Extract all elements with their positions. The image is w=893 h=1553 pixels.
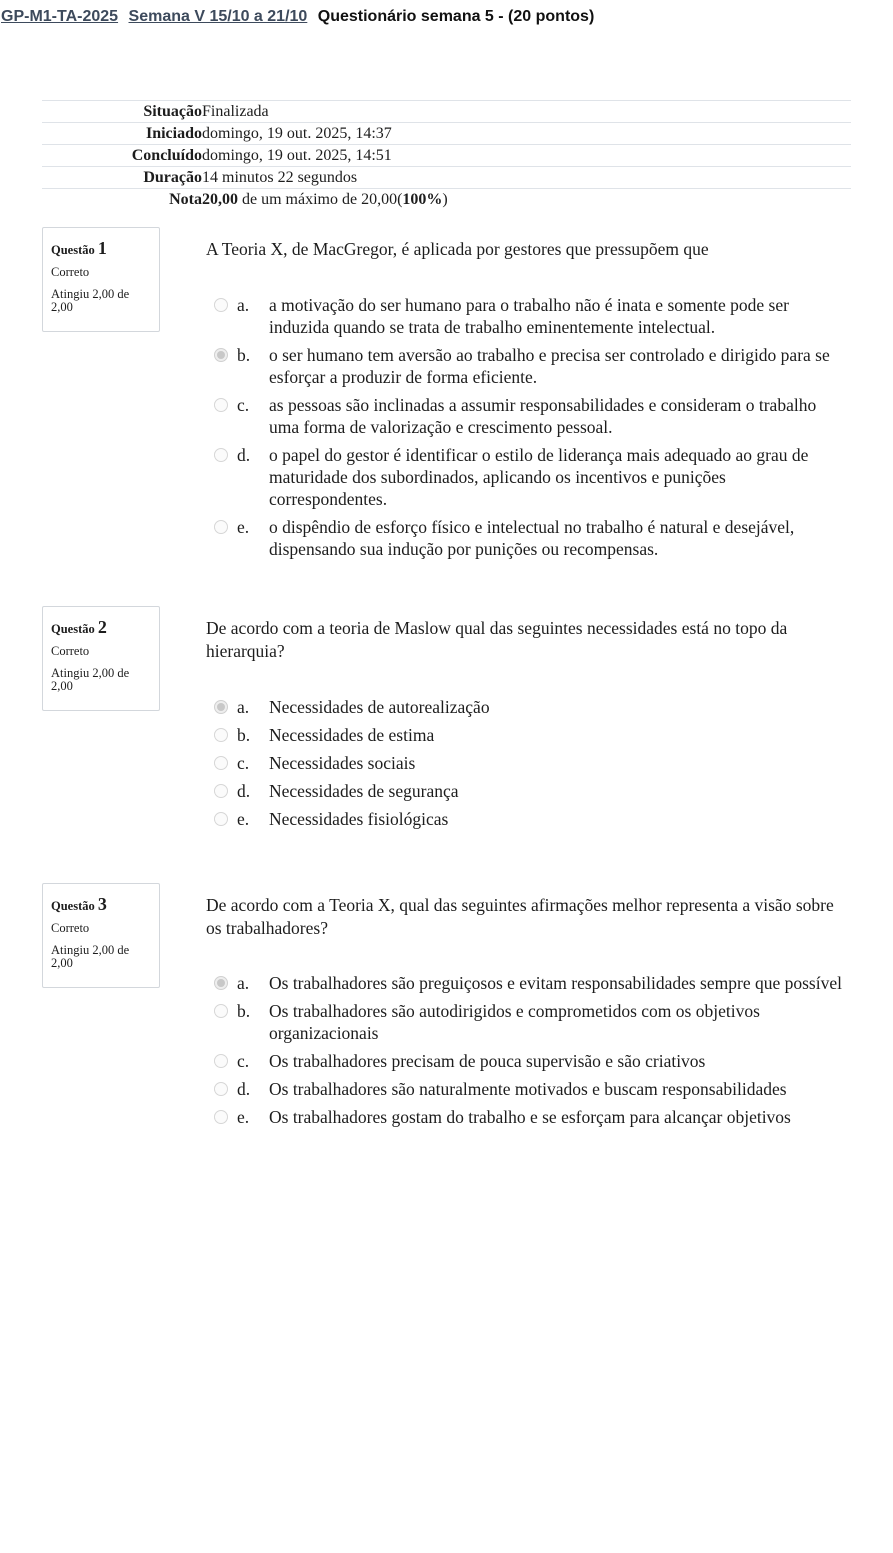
answer-letter: e. [237, 809, 250, 829]
answer-option-e[interactable] [214, 1106, 844, 1128]
answer-letter: a. [237, 697, 250, 717]
question-text: A Teoria X, de MacGregor, é aplicada por gestores que pressupõem que [206, 239, 709, 259]
summary-value: Finalizada [202, 101, 851, 123]
answer-list [214, 696, 844, 836]
answer-option-d[interactable] [214, 1078, 844, 1100]
answer-text: Necessidades de autorealização [269, 697, 490, 717]
summary-value: 14 minutos 22 segundos [202, 167, 851, 189]
radio-button-unchecked[interactable] [214, 448, 228, 462]
summary-label: Nota [42, 189, 202, 211]
answer-letter: a. [237, 295, 250, 315]
question-text: De acordo com a Teoria X, qual das seguintes afirmações melhor representa a visão sobre os trabalhadores? [206, 895, 834, 938]
answer-letter: c. [237, 395, 250, 415]
answer-option-d[interactable] [214, 444, 844, 510]
grade-max: de um máximo de 20,00( [238, 191, 403, 209]
answer-option-a[interactable] [214, 972, 844, 994]
answer-text: a motivação do ser humano para o trabalho não é inata e somente pode ser induzida quando se trata de trabalho eminentemente intelectual. [269, 295, 789, 337]
answer-letter: b. [237, 725, 251, 745]
summary-value: domingo, 19 out. 2025, 14:37 [202, 123, 851, 145]
answer-text: Os trabalhadores são autodirigidos e comprometidos com os objetivos organizacionais [269, 1001, 760, 1043]
breadcrumb-current-page: Questionário semana 5 - (20 pontos) [317, 8, 595, 25]
answer-letter: c. [237, 753, 250, 773]
question-prefix: Questão [51, 622, 95, 636]
radio-button-unchecked[interactable] [214, 784, 228, 798]
question-text: De acordo com a teoria de Maslow qual das seguintes necessidades está no topo da hierarquia? [206, 618, 788, 661]
question-info-box [42, 227, 160, 332]
answer-letter: e. [237, 517, 250, 537]
question-number [51, 894, 151, 915]
answer-option-e[interactable] [214, 808, 844, 830]
question-info-box [42, 883, 160, 988]
summary-label: Duração [42, 167, 202, 189]
summary-row-completed [42, 145, 851, 167]
grade-score: 20,00 [202, 191, 238, 209]
radio-button-unchecked[interactable] [214, 1110, 228, 1124]
answer-letter: b. [237, 345, 251, 365]
answer-text: o ser humano tem aversão ao trabalho e precisa ser controlado e dirigido para se esforçar a produzir de forma eficiente. [269, 345, 830, 387]
question-prefix: Questão [51, 243, 95, 257]
summary-row-grade [42, 189, 851, 211]
attempt-summary-table [42, 100, 851, 211]
question-number [51, 617, 151, 638]
question-number-value: 2 [97, 617, 107, 637]
answer-text: Necessidades sociais [269, 753, 416, 773]
question-state: Correto [51, 265, 90, 279]
radio-button-unchecked[interactable] [214, 1082, 228, 1096]
answer-text: Necessidades de segurança [269, 781, 459, 801]
summary-row-status [42, 101, 851, 123]
answer-option-c[interactable] [214, 394, 844, 438]
summary-value [202, 189, 851, 211]
grade-percent: 100% [402, 191, 443, 209]
answer-text: Os trabalhadores são naturalmente motivados e buscam responsabilidades [269, 1079, 787, 1099]
question-number-value: 1 [97, 238, 107, 258]
answer-text: Os trabalhadores são preguiçosos e evitam responsabilidades sempre que possível [269, 973, 842, 993]
answer-letter: c. [237, 1051, 250, 1071]
question-grade: Atingiu 2,00 de 2,00 [51, 943, 130, 970]
question-grade: Atingiu 2,00 de 2,00 [51, 287, 130, 314]
answer-text: Necessidades de estima [269, 725, 435, 745]
answer-letter: e. [237, 1107, 250, 1127]
question-number-value: 3 [97, 894, 107, 914]
summary-value: domingo, 19 out. 2025, 14:51 [202, 145, 851, 167]
summary-row-duration [42, 167, 851, 189]
answer-letter: d. [237, 445, 251, 465]
answer-letter: a. [237, 973, 250, 993]
radio-button-unchecked[interactable] [214, 756, 228, 770]
radio-button-unchecked[interactable] [214, 298, 228, 312]
question-info-box [42, 606, 160, 711]
breadcrumb [1, 8, 594, 26]
answer-text: as pessoas são inclinadas a assumir responsabilidades e consideram o trabalho uma forma de valorização e crescimento pessoal. [269, 395, 817, 437]
answer-text: Os trabalhadores precisam de pouca supervisão e são criativos [269, 1051, 706, 1071]
answer-text: o dispêndio de esforço físico e intelectual no trabalho é natural e desejável, dispensando sua indução por punições ou recompensas. [269, 517, 795, 559]
answer-option-a[interactable] [214, 294, 844, 338]
answer-option-c[interactable] [214, 1050, 844, 1072]
summary-label: Situação [42, 101, 202, 123]
question-prefix: Questão [51, 899, 95, 913]
breadcrumb-link-week[interactable]: Semana V 15/10 a 21/10 [128, 8, 308, 25]
answer-option-a[interactable] [214, 696, 844, 718]
breadcrumb-link-course[interactable]: GP-M1-TA-2025 [1, 8, 119, 25]
answer-option-c[interactable] [214, 752, 844, 774]
answer-list [214, 294, 844, 566]
radio-button-checked[interactable] [214, 348, 228, 362]
grade-close: ) [442, 191, 448, 209]
radio-button-unchecked[interactable] [214, 520, 228, 534]
radio-button-checked[interactable] [214, 976, 228, 990]
answer-option-b[interactable] [214, 1000, 844, 1044]
summary-row-started [42, 123, 851, 145]
answer-letter: d. [237, 1079, 251, 1099]
radio-button-unchecked[interactable] [214, 1054, 228, 1068]
answer-text: Os trabalhadores gostam do trabalho e se esforçam para alcançar objetivos [269, 1107, 791, 1127]
answer-option-d[interactable] [214, 780, 844, 802]
answer-text: o papel do gestor é identificar o estilo de liderança mais adequado ao grau de maturidade dos subordinados, aplicando os incentivos e punições correspondentes. [269, 445, 809, 509]
summary-label: Concluído [42, 145, 202, 167]
question-number [51, 238, 151, 259]
radio-button-unchecked[interactable] [214, 398, 228, 412]
radio-button-unchecked[interactable] [214, 812, 228, 826]
answer-letter: b. [237, 1001, 251, 1021]
answer-letter: d. [237, 781, 251, 801]
answer-option-b[interactable] [214, 724, 844, 746]
radio-button-unchecked[interactable] [214, 728, 228, 742]
question-state: Correto [51, 921, 90, 935]
answer-text: Necessidades fisiológicas [269, 809, 449, 829]
question-grade: Atingiu 2,00 de 2,00 [51, 666, 130, 693]
answer-option-b[interactable] [214, 344, 844, 388]
radio-button-unchecked[interactable] [214, 1004, 228, 1018]
answer-list [214, 972, 844, 1134]
radio-button-checked[interactable] [214, 700, 228, 714]
answer-option-e[interactable] [214, 516, 844, 560]
summary-label: Iniciado [42, 123, 202, 145]
question-state: Correto [51, 644, 90, 658]
